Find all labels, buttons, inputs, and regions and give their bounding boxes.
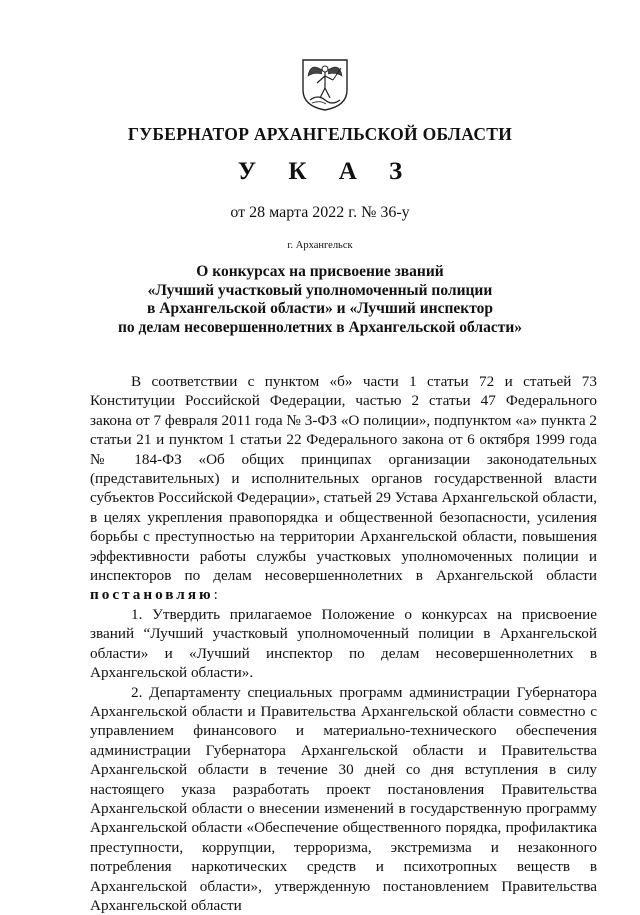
title-line: по делам несовершеннолетних в Архангельской области» bbox=[0, 319, 640, 338]
document-type: У К А З bbox=[0, 158, 640, 186]
preamble-paragraph bbox=[90, 372, 597, 605]
clause-2-paragraph: 2. Департаменту специальных программ администрации Губернатора Архангельской области и Правительства Архангельской области совместно с управлением финансового и материально-технического обеспечения администрации Губернатора Архангельской области и Правительства Архангельской области в течение 30 дней со дня вступления в силу настоящего указа разработать проект постановления Правительства Архангельской области о внесении изменений в государственную программу Архангельской области «Обеспечение общественного порядка, профилактика преступности, коррупции, терроризма, экстремизма и незаконного потребления наркотических средств и психотропных веществ в Архангельской области», утвержденную постановлением Правительства Архангельской области bbox=[90, 683, 597, 915]
preamble-text: В соответствии с пунктом «б» части 1 статьи 72 и статьей 73 Конституции Российской Федерации, частью 2 статьи 47 Федерального закона от 7 февраля 2011 года № 3-ФЗ «О полиции», подпунктом «а» пункта 2 статьи 21 и пунктом 1 статьи 22 Федерального закона от 6 октября 1999 года № 184-ФЗ «Об общих принципах организации законодательных (представительных) и исполнительных органов государственной власти субъектов Российской Федерации», статьей 29 Устава Архангельской области, в целях укрепления правопорядка и общественной безопасности, усиления борьбы с преступностью на территории Архангельской области, повышения эффективности работы службы участковых уполномоченных полиции и инспекторов по делам несовершеннолетних в Архангельской области bbox=[90, 373, 597, 584]
clause-1-paragraph: 1. Утвердить прилагаемое Положение о конкурсах на присвоение званий “Лучший участковый уполномоченный полиции в Архангельской области» и «Лучший инспектор по делам несовершеннолетних в Архангельской области». bbox=[90, 605, 597, 683]
title-line: «Лучший участковый уполномоченный полиции bbox=[0, 282, 640, 301]
issuing-authority: ГУБЕРНАТОР АРХАНГЕЛЬСКОЙ ОБЛАСТИ bbox=[0, 124, 640, 145]
decree-word: постановляю bbox=[90, 586, 214, 603]
title-line: О конкурсах на присвоение званий bbox=[0, 263, 640, 282]
document-body bbox=[90, 372, 597, 915]
document-date-number: от 28 марта 2022 г. № 36-у bbox=[0, 204, 640, 222]
arkhangelsk-coat-of-arms-icon bbox=[300, 56, 350, 112]
document-city: г. Архангельск bbox=[0, 240, 640, 251]
title-line: в Архангельской области» и «Лучший инспектор bbox=[0, 300, 640, 319]
preamble-end: : bbox=[214, 586, 218, 603]
document-title bbox=[0, 263, 640, 337]
